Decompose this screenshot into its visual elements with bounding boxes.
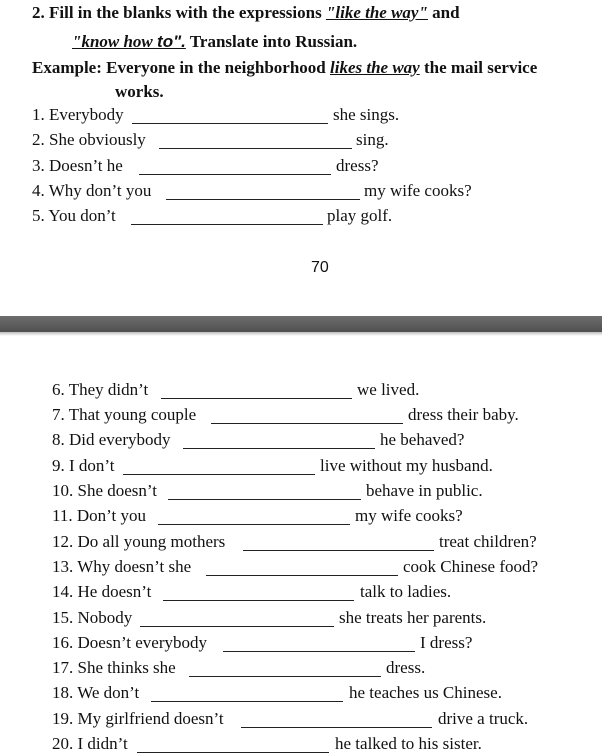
blank-line-14[interactable] [163, 600, 354, 601]
title-and: and [427, 3, 460, 22]
example-suffix: the mail service [419, 58, 538, 77]
blank-line-8[interactable] [183, 448, 375, 449]
blank-line-18[interactable] [151, 701, 343, 702]
exercise-title-line1 [32, 3, 460, 23]
item-right-3: dress? [336, 156, 379, 175]
blank-line-6[interactable] [161, 398, 352, 399]
example-continuation: works. [115, 82, 164, 101]
blank-line-12[interactable] [243, 550, 434, 551]
blank-line-10[interactable] [168, 499, 361, 500]
title-prefix: 2. Fill in the blanks with the expressions [32, 3, 326, 22]
expression-like-the-way: "like the way" [325, 3, 428, 22]
item-left-14: 14. He doesn’t [52, 582, 152, 601]
blank-line-17[interactable] [189, 676, 381, 677]
item-left-20: 20. I didn’t [52, 734, 128, 753]
item-right-10: behave in public. [366, 481, 483, 500]
blank-line-1[interactable] [132, 123, 328, 124]
blank-line-3[interactable] [139, 174, 331, 175]
item-left-8: 8. Did everybody [52, 430, 171, 449]
item-left-9: 9. I don’t [52, 456, 115, 475]
item-right-11: my wife cooks? [355, 506, 463, 525]
example-expression: likes the way [330, 58, 420, 77]
blank-line-15[interactable] [140, 626, 334, 627]
item-left-1: 1. Everybody [32, 105, 124, 124]
item-right-20: he talked to his sister. [335, 734, 482, 753]
item-right-6: we lived. [357, 380, 420, 399]
item-right-18: he teaches us Chinese. [349, 683, 502, 702]
item-left-3: 3. Doesn’t he [32, 156, 123, 175]
blank-line-13[interactable] [206, 575, 398, 576]
item-right-8: he behaved? [380, 430, 465, 449]
expr2-part-a: "know how [72, 32, 158, 51]
translate-instruction: Translate into Russian. [185, 32, 358, 51]
example-prefix: Example: Everyone in the neighborhood [32, 58, 330, 77]
item-right-2: sing. [356, 130, 389, 149]
blank-line-5[interactable] [131, 224, 323, 225]
item-left-19: 19. My girlfriend doesn’t [52, 709, 224, 728]
item-left-10: 10. She doesn’t [52, 481, 157, 500]
blank-line-19[interactable] [241, 727, 432, 728]
item-left-6: 6. They didn’t [52, 380, 149, 399]
item-left-13: 13. Why doesn’t she [52, 557, 192, 576]
item-left-2: 2. She obviously [32, 130, 146, 149]
blank-line-4[interactable] [166, 199, 360, 200]
item-right-13: cook Chinese food? [403, 557, 539, 576]
item-left-12: 12. Do all young mothers [52, 532, 226, 551]
item-left-18: 18. We don’t [52, 683, 140, 702]
item-right-9: live without my husband. [320, 456, 493, 475]
blank-line-7[interactable] [211, 423, 403, 424]
expr2-part-b: to". [157, 32, 186, 51]
page-break-shadow [0, 332, 602, 336]
page-number: 70 [311, 259, 329, 276]
blank-line-2[interactable] [159, 148, 352, 149]
item-left-11: 11. Don’t you [52, 506, 146, 525]
item-left-17: 17. She thinks she [52, 658, 176, 677]
item-left-16: 16. Doesn’t everybody [52, 633, 208, 652]
page-break-divider [0, 316, 602, 332]
item-right-15: she treats her parents. [339, 608, 487, 627]
item-right-19: drive a truck. [438, 709, 529, 728]
item-left-15: 15. Nobody [52, 608, 133, 627]
blank-line-16[interactable] [223, 651, 415, 652]
exercise-title-line2 [72, 32, 357, 52]
item-right-5: play golf. [327, 206, 393, 225]
item-right-4: my wife cooks? [364, 181, 472, 200]
item-left-5: 5. You don’t [32, 206, 116, 225]
item-left-7: 7. That young couple [52, 405, 197, 424]
item-right-16: I dress? [420, 633, 473, 652]
item-left-4: 4. Why don’t you [32, 181, 152, 200]
example-line [32, 58, 537, 78]
blank-line-11[interactable] [158, 524, 350, 525]
item-right-14: talk to ladies. [360, 582, 452, 601]
item-right-17: dress. [386, 658, 426, 677]
blank-line-9[interactable] [123, 474, 315, 475]
item-right-7: dress their baby. [408, 405, 519, 424]
expression-know-how-to [72, 32, 186, 51]
item-right-1: she sings. [333, 105, 400, 124]
item-right-12: treat children? [439, 532, 537, 551]
